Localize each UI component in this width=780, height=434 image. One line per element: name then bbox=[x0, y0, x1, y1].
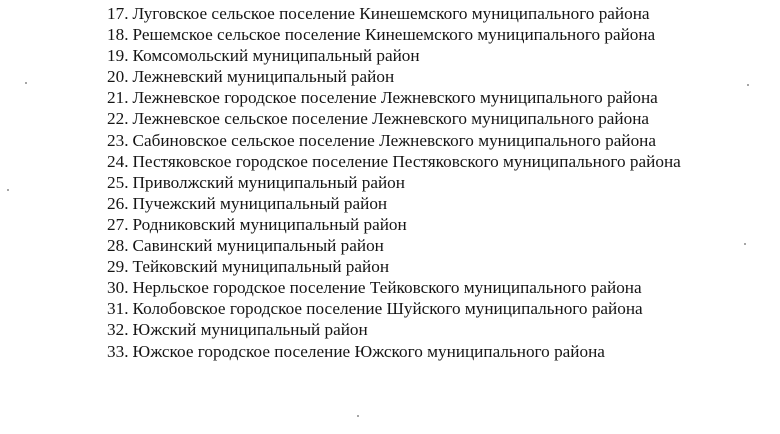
list-item bbox=[107, 87, 699, 108]
list-item bbox=[107, 45, 699, 66]
item-number: 27. bbox=[107, 214, 129, 234]
item-text: Пестяковское городское поселение Пестяковского муниципального района bbox=[132, 151, 681, 171]
list-item bbox=[107, 130, 699, 151]
scan-speck bbox=[7, 189, 9, 191]
list-item bbox=[107, 235, 699, 256]
list-item bbox=[107, 256, 699, 277]
list-item bbox=[107, 108, 699, 129]
list-item bbox=[107, 24, 699, 45]
municipality-list bbox=[107, 3, 699, 362]
item-text: Тейковский муниципальный район bbox=[132, 257, 390, 277]
item-number: 22. bbox=[107, 109, 129, 129]
item-text: Сабиновское сельское поселение Лежневского муниципального района bbox=[132, 130, 656, 150]
item-number: 19. bbox=[107, 46, 129, 66]
item-number: 21. bbox=[107, 88, 129, 108]
item-number: 24. bbox=[107, 151, 129, 171]
item-number: 25. bbox=[107, 172, 129, 192]
item-number: 30. bbox=[107, 278, 129, 298]
item-text: Лежневское городское поселение Лежневского муниципального района bbox=[132, 88, 658, 108]
item-text: Колобовское городское поселение Шуйского муниципального района bbox=[132, 299, 643, 319]
list-item bbox=[107, 66, 699, 87]
item-number: 20. bbox=[107, 67, 129, 87]
list-item bbox=[107, 277, 699, 298]
scan-speck bbox=[25, 82, 27, 84]
list-item bbox=[107, 214, 699, 235]
item-text: Решемское сельское поселение Кинешемского муниципального района bbox=[132, 25, 656, 45]
item-number: 32. bbox=[107, 320, 129, 340]
item-number: 29. bbox=[107, 257, 129, 277]
item-number: 31. bbox=[107, 299, 129, 319]
item-text: Луговское сельское поселение Кинешемского муниципального района bbox=[132, 4, 650, 23]
item-number: 26. bbox=[107, 193, 129, 213]
scan-speck bbox=[744, 243, 746, 245]
item-text: Южское городское поселение Южского муниципального района bbox=[132, 341, 605, 361]
item-number: 33. bbox=[107, 341, 129, 361]
list-item bbox=[107, 298, 699, 319]
list-item bbox=[107, 151, 699, 172]
item-text: Лежневский муниципальный район bbox=[132, 67, 395, 87]
item-text: Лежневское сельское поселение Лежневского муниципального района bbox=[132, 109, 650, 129]
item-text: Южский муниципальный район bbox=[132, 320, 368, 340]
item-text: Нерльское городское поселение Тейковского муниципального района bbox=[132, 278, 642, 298]
scan-speck bbox=[357, 415, 359, 417]
list-item bbox=[107, 341, 699, 362]
list-item bbox=[107, 3, 699, 24]
item-number: 17. bbox=[107, 4, 129, 23]
item-number: 23. bbox=[107, 130, 129, 150]
list-item bbox=[107, 172, 699, 193]
item-text: Пучежский муниципальный район bbox=[132, 193, 388, 213]
scan-speck bbox=[747, 84, 749, 86]
item-number: 28. bbox=[107, 236, 129, 256]
item-text: Комсомольский муниципальный район bbox=[132, 46, 420, 66]
list-item bbox=[107, 319, 699, 340]
item-number: 18. bbox=[107, 25, 129, 45]
item-text: Родниковский муниципальный район bbox=[132, 214, 407, 234]
item-text: Савинский муниципальный район bbox=[132, 236, 384, 256]
list-item bbox=[107, 193, 699, 214]
item-text: Приволжский муниципальный район bbox=[132, 172, 405, 192]
